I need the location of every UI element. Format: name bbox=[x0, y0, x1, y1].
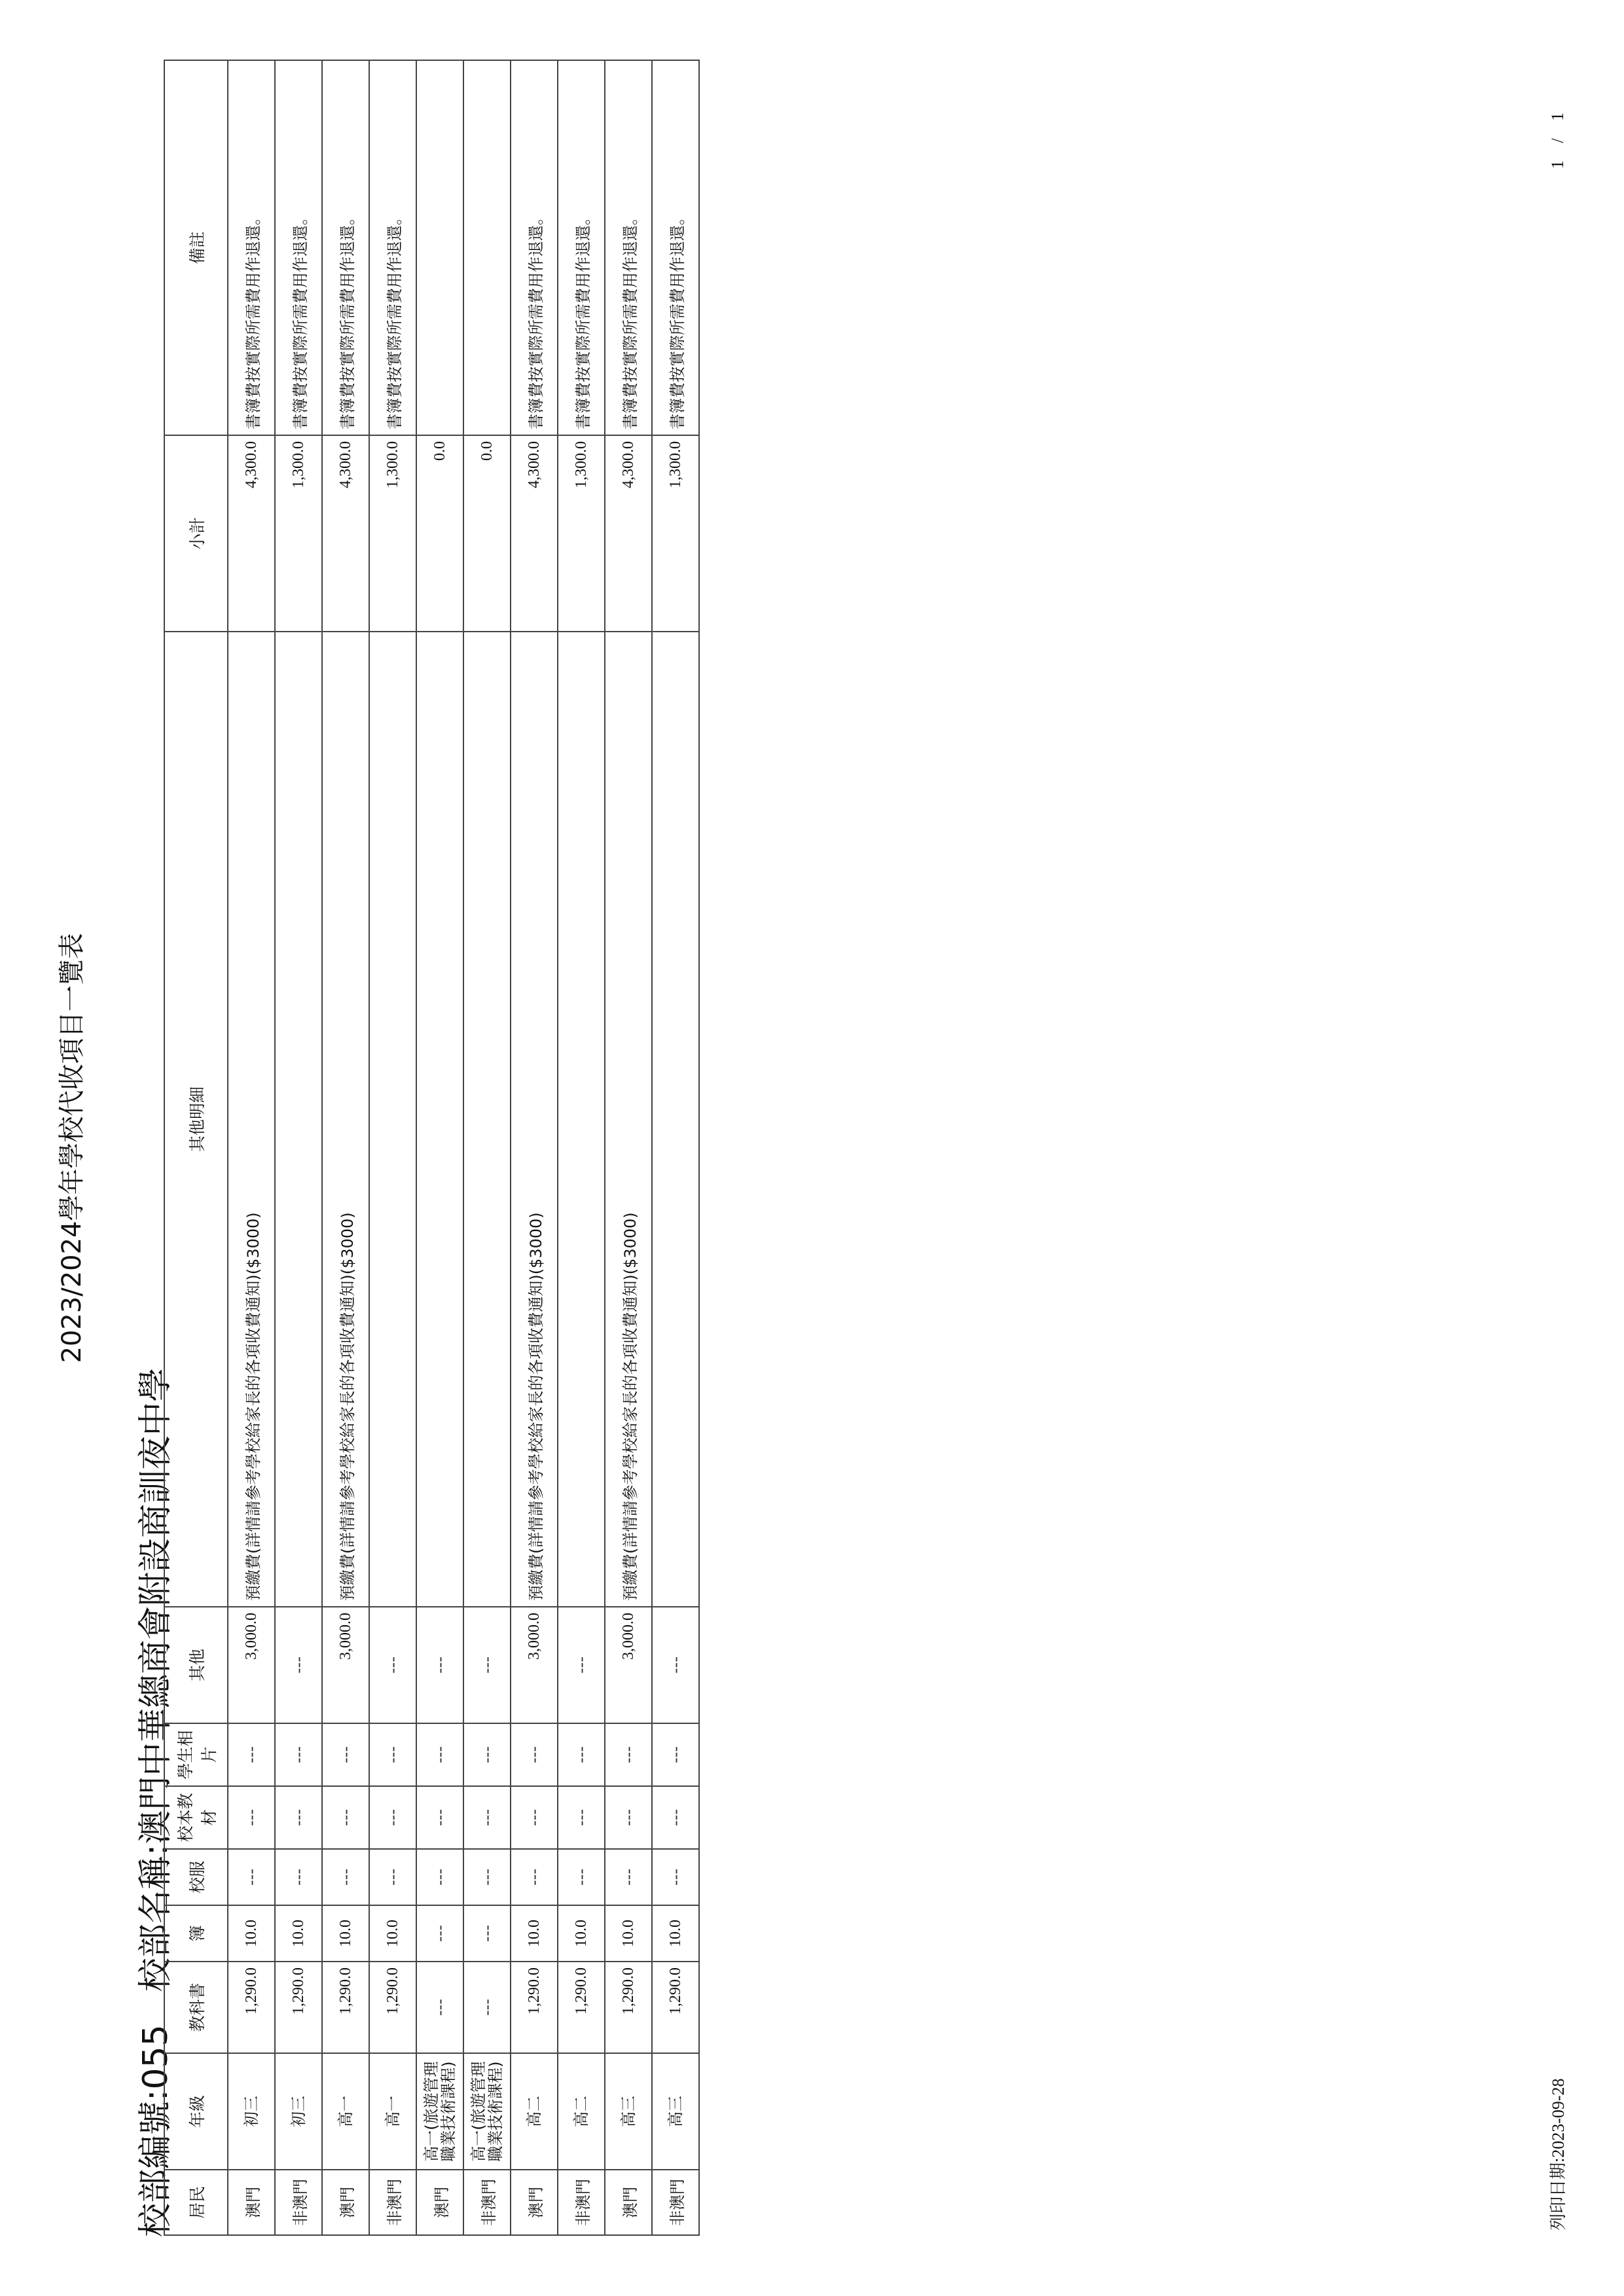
cell-subtotal: 1,300.0 bbox=[652, 435, 699, 632]
page-number: 1 / 1 bbox=[1548, 105, 1567, 169]
cell-residence: 非澳門 bbox=[275, 2170, 322, 2235]
cell-remarks: 書簿費按實際所需費用作退還。 bbox=[228, 60, 275, 435]
cell-subtotal: 1,300.0 bbox=[275, 435, 322, 632]
cell-residence: 非澳門 bbox=[652, 2170, 699, 2235]
cell-other-detail bbox=[652, 632, 699, 1607]
cell-grade: 高一(旅遊管理職業技術課程) bbox=[463, 2053, 511, 2170]
cell-other-detail: 預繳費(詳情請參考學校給家長的各項收費通知)($3000) bbox=[322, 632, 369, 1607]
cell-textbook: --- bbox=[416, 1962, 463, 2053]
cell-uniform: --- bbox=[463, 1849, 511, 1905]
cell-school-material: --- bbox=[511, 1786, 558, 1849]
header-other-detail: 其他明細 bbox=[164, 632, 228, 1607]
cell-other: 3,000.0 bbox=[511, 1607, 558, 1723]
cell-other-detail bbox=[369, 632, 416, 1607]
cell-other: 3,000.0 bbox=[228, 1607, 275, 1723]
cell-workbook: 10.0 bbox=[322, 1905, 369, 1962]
cell-other: --- bbox=[463, 1607, 511, 1723]
cell-grade: 高一 bbox=[322, 2053, 369, 2170]
cell-uniform: --- bbox=[416, 1849, 463, 1905]
header-remarks: 備註 bbox=[164, 60, 228, 435]
cell-other: --- bbox=[369, 1607, 416, 1723]
cell-subtotal: 0.0 bbox=[416, 435, 463, 632]
cell-subtotal: 1,300.0 bbox=[558, 435, 605, 632]
cell-textbook: 1,290.0 bbox=[228, 1962, 275, 2053]
cell-textbook: 1,290.0 bbox=[322, 1962, 369, 2053]
cell-grade: 高二 bbox=[558, 2053, 605, 2170]
cell-remarks bbox=[463, 60, 511, 435]
cell-school-material: --- bbox=[558, 1786, 605, 1849]
cell-workbook: 10.0 bbox=[652, 1905, 699, 1962]
cell-school-material: --- bbox=[463, 1786, 511, 1849]
cell-student-photo: --- bbox=[558, 1723, 605, 1786]
cell-school-material: --- bbox=[416, 1786, 463, 1849]
cell-residence: 澳門 bbox=[228, 2170, 275, 2235]
cell-residence: 非澳門 bbox=[463, 2170, 511, 2235]
header-subtotal: 小計 bbox=[164, 435, 228, 632]
cell-uniform: --- bbox=[652, 1849, 699, 1905]
cell-workbook: 10.0 bbox=[369, 1905, 416, 1962]
cell-textbook: 1,290.0 bbox=[275, 1962, 322, 2053]
cell-remarks: 書簿費按實際所需費用作退還。 bbox=[511, 60, 558, 435]
cell-remarks: 書簿費按實際所需費用作退還。 bbox=[369, 60, 416, 435]
cell-remarks: 書簿費按實際所需費用作退還。 bbox=[275, 60, 322, 435]
cell-textbook: 1,290.0 bbox=[605, 1962, 652, 2053]
print-date: 列印日期:2023-09-28 bbox=[1549, 2078, 1568, 2231]
cell-uniform: --- bbox=[369, 1849, 416, 1905]
cell-remarks: 書簿費按實際所需費用作退還。 bbox=[322, 60, 369, 435]
table-row bbox=[369, 60, 416, 2235]
table-row bbox=[652, 60, 699, 2235]
cell-workbook: 10.0 bbox=[558, 1905, 605, 1962]
cell-workbook: 10.0 bbox=[228, 1905, 275, 1962]
cell-remarks: 書簿費按實際所需費用作退還。 bbox=[605, 60, 652, 435]
cell-workbook: 10.0 bbox=[511, 1905, 558, 1962]
cell-subtotal: 4,300.0 bbox=[605, 435, 652, 632]
cell-residence: 澳門 bbox=[511, 2170, 558, 2235]
cell-student-photo: --- bbox=[463, 1723, 511, 1786]
cell-residence: 澳門 bbox=[605, 2170, 652, 2235]
cell-subtotal: 4,300.0 bbox=[511, 435, 558, 632]
cell-student-photo: --- bbox=[511, 1723, 558, 1786]
cell-textbook: 1,290.0 bbox=[652, 1962, 699, 2053]
cell-subtotal: 0.0 bbox=[463, 435, 511, 632]
table-row bbox=[511, 60, 558, 2235]
cell-other-detail bbox=[416, 632, 463, 1607]
cell-student-photo: --- bbox=[416, 1723, 463, 1786]
cell-other-detail: 預繳費(詳情請參考學校給家長的各項收費通知)($3000) bbox=[605, 632, 652, 1607]
cell-residence: 澳門 bbox=[322, 2170, 369, 2235]
cell-uniform: --- bbox=[275, 1849, 322, 1905]
header-uniform: 校服 bbox=[164, 1849, 228, 1905]
header-grade: 年級 bbox=[164, 2053, 228, 2170]
cell-textbook: 1,290.0 bbox=[558, 1962, 605, 2053]
cell-school-material: --- bbox=[228, 1786, 275, 1849]
cell-remarks: 書簿費按實際所需費用作退還。 bbox=[558, 60, 605, 435]
cell-school-material: --- bbox=[369, 1786, 416, 1849]
cell-other-detail: 預繳費(詳情請參考學校給家長的各項收費通知)($3000) bbox=[228, 632, 275, 1607]
table-row bbox=[605, 60, 652, 2235]
cell-subtotal: 4,300.0 bbox=[228, 435, 275, 632]
cell-other: --- bbox=[416, 1607, 463, 1723]
cell-remarks: 書簿費按實際所需費用作退還。 bbox=[652, 60, 699, 435]
table-row bbox=[228, 60, 275, 2235]
page-title: 2023/2024學年學校代收項目一覽表 bbox=[57, 933, 87, 1363]
cell-grade: 高三 bbox=[652, 2053, 699, 2170]
cell-other: 3,000.0 bbox=[322, 1607, 369, 1723]
cell-grade: 高三 bbox=[605, 2053, 652, 2170]
table-header-row bbox=[164, 60, 228, 2235]
cell-workbook: --- bbox=[463, 1905, 511, 1962]
cell-uniform: --- bbox=[322, 1849, 369, 1905]
cell-grade: 初三 bbox=[228, 2053, 275, 2170]
table-row bbox=[558, 60, 605, 2235]
cell-other: --- bbox=[652, 1607, 699, 1723]
header-school-material: 校本教材 bbox=[164, 1786, 228, 1849]
cell-workbook: 10.0 bbox=[605, 1905, 652, 1962]
header-other: 其他 bbox=[164, 1607, 228, 1723]
cell-grade: 高一(旅遊管理職業技術課程) bbox=[416, 2053, 463, 2170]
cell-student-photo: --- bbox=[605, 1723, 652, 1786]
cell-remarks bbox=[416, 60, 463, 435]
cell-grade: 高二 bbox=[511, 2053, 558, 2170]
cell-school-material: --- bbox=[322, 1786, 369, 1849]
cell-textbook: 1,290.0 bbox=[511, 1962, 558, 2053]
cell-school-material: --- bbox=[605, 1786, 652, 1849]
cell-student-photo: --- bbox=[369, 1723, 416, 1786]
cell-student-photo: --- bbox=[228, 1723, 275, 1786]
cell-grade: 初三 bbox=[275, 2053, 322, 2170]
cell-other: 3,000.0 bbox=[605, 1607, 652, 1723]
cell-school-material: --- bbox=[275, 1786, 322, 1849]
cell-residence: 非澳門 bbox=[369, 2170, 416, 2235]
cell-grade: 高一 bbox=[369, 2053, 416, 2170]
cell-student-photo: --- bbox=[275, 1723, 322, 1786]
table-row bbox=[416, 60, 463, 2235]
header-textbook: 教科書 bbox=[164, 1962, 228, 2053]
table-row bbox=[463, 60, 511, 2235]
cell-other: --- bbox=[275, 1607, 322, 1723]
fee-table bbox=[164, 60, 700, 2236]
cell-student-photo: --- bbox=[652, 1723, 699, 1786]
header-workbook: 簿 bbox=[164, 1905, 228, 1962]
cell-other-detail bbox=[275, 632, 322, 1607]
cell-residence: 非澳門 bbox=[558, 2170, 605, 2235]
table-row bbox=[275, 60, 322, 2235]
cell-residence: 澳門 bbox=[416, 2170, 463, 2235]
cell-subtotal: 4,300.0 bbox=[322, 435, 369, 632]
cell-other-detail bbox=[558, 632, 605, 1607]
school-code: 校部編號:055 bbox=[136, 2024, 175, 2237]
cell-textbook: --- bbox=[463, 1962, 511, 2053]
cell-uniform: --- bbox=[228, 1849, 275, 1905]
cell-other-detail bbox=[463, 632, 511, 1607]
header-residence: 居民 bbox=[164, 2170, 228, 2235]
cell-workbook: --- bbox=[416, 1905, 463, 1962]
school-name: 校部名稱:澳門中華總商會附設商訓夜中學 bbox=[136, 1367, 175, 1992]
cell-subtotal: 1,300.0 bbox=[369, 435, 416, 632]
cell-uniform: --- bbox=[558, 1849, 605, 1905]
cell-workbook: 10.0 bbox=[275, 1905, 322, 1962]
cell-school-material: --- bbox=[652, 1786, 699, 1849]
cell-textbook: 1,290.0 bbox=[369, 1962, 416, 2053]
header-student-photo: 學生相片 bbox=[164, 1723, 228, 1786]
cell-student-photo: --- bbox=[322, 1723, 369, 1786]
cell-other: --- bbox=[558, 1607, 605, 1723]
table-row bbox=[322, 60, 369, 2235]
cell-other-detail: 預繳費(詳情請參考學校給家長的各項收費通知)($3000) bbox=[511, 632, 558, 1607]
cell-uniform: --- bbox=[605, 1849, 652, 1905]
cell-uniform: --- bbox=[511, 1849, 558, 1905]
